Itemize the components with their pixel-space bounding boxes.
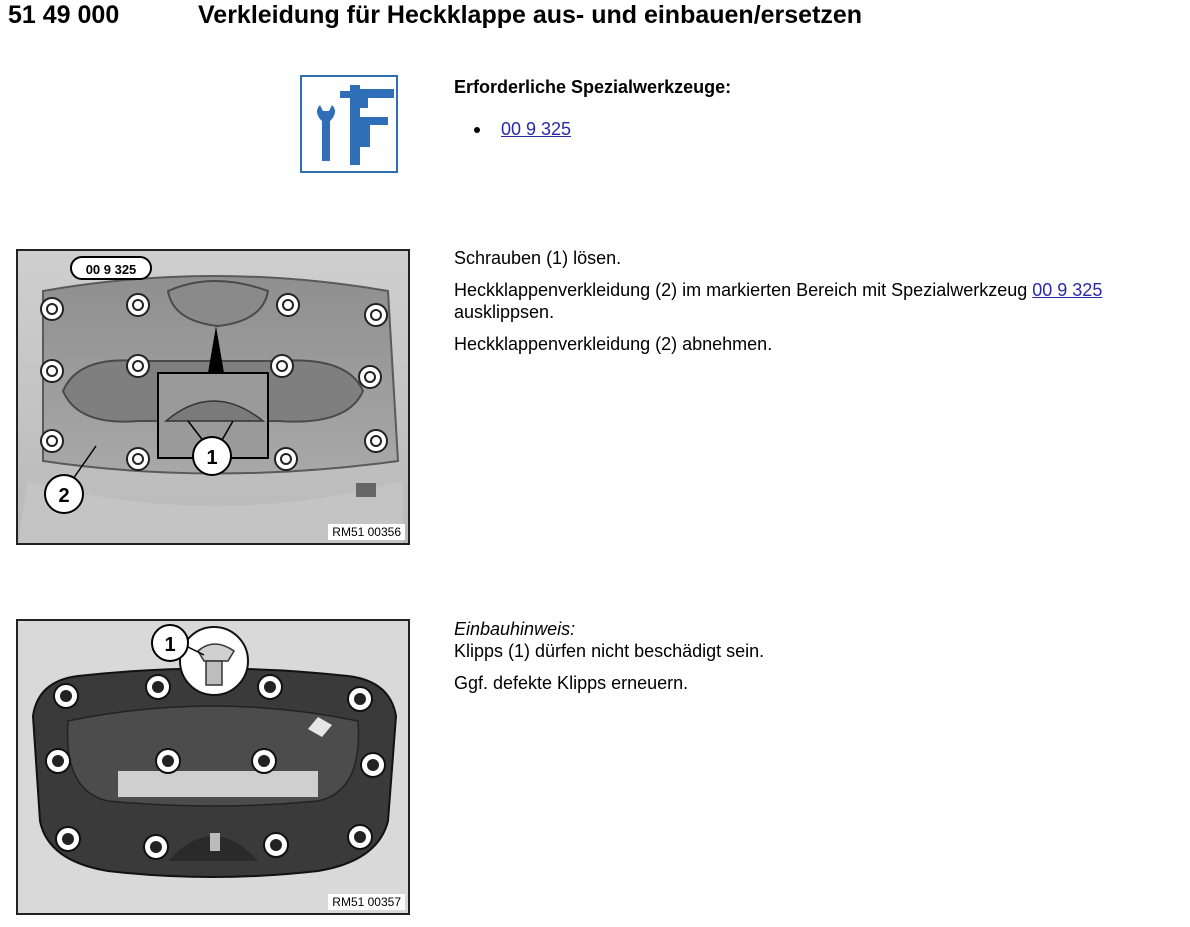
step1-instructions bbox=[454, 247, 1180, 365]
step1-tool-link[interactable]: 00 9 325 bbox=[1032, 280, 1103, 300]
tools-heading: Erforderliche Spezialwerkzeuge: bbox=[454, 77, 732, 97]
figure-rm51-00356 bbox=[16, 249, 410, 545]
step2-line1: Klipps (1) dürfen nicht beschädigt sein. bbox=[454, 641, 765, 661]
page-title: Verkleidung für Heckklappe aus- und einbauen/ersetzen bbox=[198, 1, 863, 29]
figure1-callout-2: 2 bbox=[58, 485, 70, 507]
figure2-ref: RM51 00357 bbox=[328, 894, 405, 910]
step1-line2-prefix: Heckklappenverkleidung (2) im markierten Bereich mit Spezialwerkzeug bbox=[454, 280, 1028, 300]
tools-icon bbox=[300, 75, 398, 173]
step1-line2 bbox=[454, 279, 1180, 323]
figure1-ref: RM51 00356 bbox=[328, 524, 405, 540]
step1-line2-suffix: ausklippsen. bbox=[454, 302, 555, 322]
installation-note-label: Einbauhinweis: bbox=[454, 619, 576, 639]
step1-line3: Heckklappenverkleidung (2) abnehmen. bbox=[454, 334, 773, 354]
step2-line2: Ggf. defekte Klipps erneuern. bbox=[454, 673, 689, 693]
figure1-tool-callout: 00 9 325 bbox=[85, 262, 137, 277]
tools-list bbox=[454, 118, 571, 140]
tool-link-00-9-325[interactable]: 00 9 325 bbox=[501, 119, 572, 139]
step1-line1: Schrauben (1) lösen. bbox=[454, 248, 622, 268]
figure-rm51-00357 bbox=[16, 619, 410, 915]
tools-list-item bbox=[454, 118, 571, 140]
step2-instructions bbox=[454, 618, 1180, 704]
figure1-callout-1: 1 bbox=[206, 447, 218, 469]
doc-number: 51 49 000 bbox=[8, 1, 120, 29]
figure2-callout-1: 1 bbox=[164, 634, 176, 656]
